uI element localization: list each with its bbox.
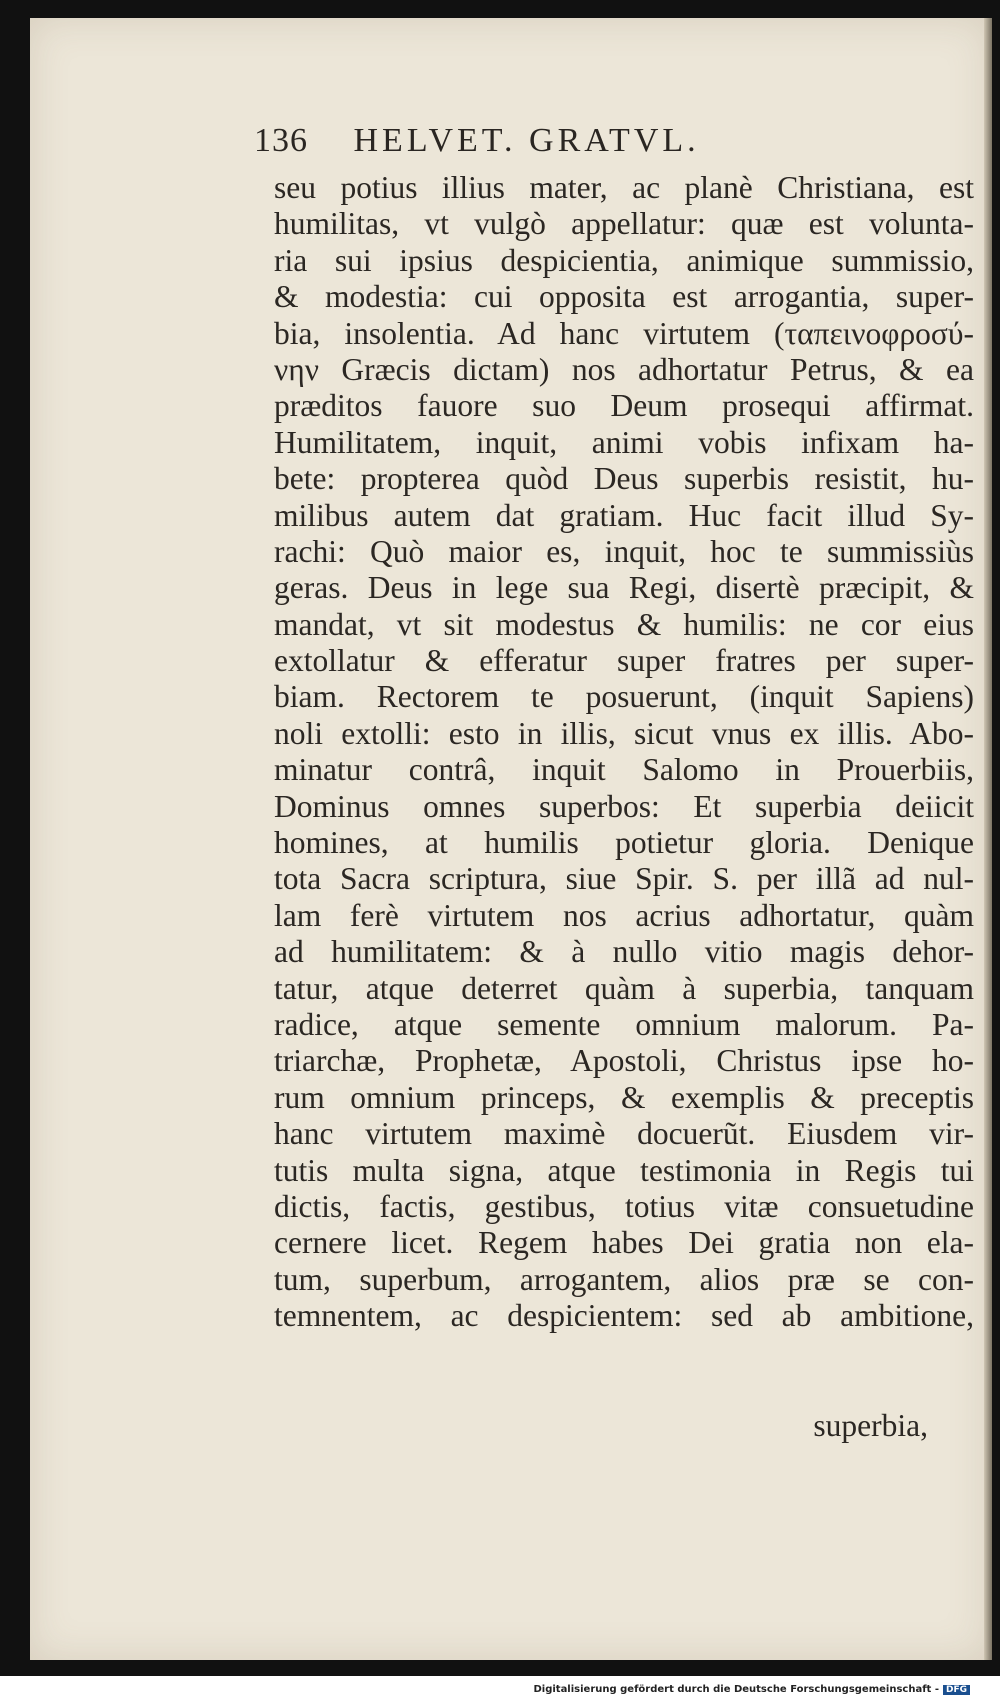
page-number: 136 <box>254 122 308 159</box>
text-line: rachi: Quò maior es, inquit, hoc te summissiùs <box>274 533 974 569</box>
text-line: ria sui ipsius despicientia, animique summissio, <box>274 242 974 278</box>
text-line: triarchæ, Prophetæ, Apostoli, Christus ipse ho- <box>274 1043 974 1079</box>
text-line: tum, superbum, arrogantem, alios præ se con- <box>274 1261 974 1297</box>
text-line: milibus autem dat gratiam. Huc facit illud Sy- <box>274 497 974 533</box>
text-line: cernere licet. Regem habes Dei gratia non ela- <box>274 1225 974 1261</box>
catchword: superbia, <box>813 1408 928 1443</box>
text-line: ad humilitatem: & à nullo vitio magis dehor- <box>274 934 974 970</box>
text-line: extollatur & efferatur super fratres per super- <box>274 643 974 679</box>
text-line: tatur, atque deterret quàm à superbia, tanquam <box>274 970 974 1006</box>
text-line: noli extolli: esto in illis, sicut vnus ex illis. Abo- <box>274 715 974 751</box>
page-edge <box>984 18 992 1660</box>
text-line: bia, insolentia. Ad hanc virtutem (ταπεινοφροσύ- <box>274 315 974 351</box>
text-line: tutis multa signa, atque testimonia in Regis tui <box>274 1152 974 1188</box>
text-line: hanc virtutem maximè docuerũt. Eiusdem vir- <box>274 1116 974 1152</box>
text-line: temnentem, ac despicientem: sed ab ambitione, <box>274 1298 974 1334</box>
text-line: bete: propterea quòd Deus superbis resistit, hu- <box>274 461 974 497</box>
text-line: & modestia: cui opposita est arrogantia, super- <box>274 279 974 315</box>
funding-credit-text: Digitalisierung gefördert durch die Deutsche Forschungsgemeinschaft - <box>533 1684 939 1695</box>
text-line: minatur contrâ, inquit Salomo in Prouerbiis, <box>274 752 974 788</box>
text-line: lam ferè virtutem nos acrius adhortatur, quàm <box>274 897 974 933</box>
funding-credit <box>533 1684 970 1695</box>
text-line: dictis, factis, gestibus, totius vitæ consuetudine <box>274 1188 974 1224</box>
text-line: rum omnium princeps, & exemplis & preceptis <box>274 1079 974 1115</box>
book-page <box>30 18 988 1660</box>
text-line: humilitas, vt vulgò appellatur: quæ est volunta- <box>274 206 974 242</box>
text-line: præditos fauore suo Deum prosequi affirmat. <box>274 388 974 424</box>
footer-bar <box>0 1676 1000 1698</box>
text-line: νην Græcis dictam) nos adhortatur Petrus, & ea <box>274 351 974 387</box>
text-line: geras. Deus in lege sua Regi, disertè præcipit, & <box>274 570 974 606</box>
text-line: homines, at humilis potietur gloria. Denique <box>274 825 974 861</box>
text-line: radice, atque semente omnium malorum. Pa- <box>274 1006 974 1042</box>
body-text <box>274 170 974 1335</box>
dfg-logo: DFG <box>943 1685 970 1695</box>
text-line: mandat, vt sit modestus & humilis: ne cor eius <box>274 606 974 642</box>
text-line: Dominus omnes superbos: Et superbia deiicit <box>274 788 974 824</box>
text-line: tota Sacra scriptura, siue Spir. S. per illã ad nul- <box>274 861 974 897</box>
running-head <box>254 122 954 160</box>
text-line: seu potius illius mater, ac planè Christiana, est <box>274 170 974 205</box>
text-line: Humilitatem, inquit, animi vobis infixam ha- <box>274 424 974 460</box>
text-line: biam. Rectorem te posuerunt, (inquit Sapiens) <box>274 679 974 715</box>
running-title: HELVET. GRATVL. <box>353 122 700 159</box>
